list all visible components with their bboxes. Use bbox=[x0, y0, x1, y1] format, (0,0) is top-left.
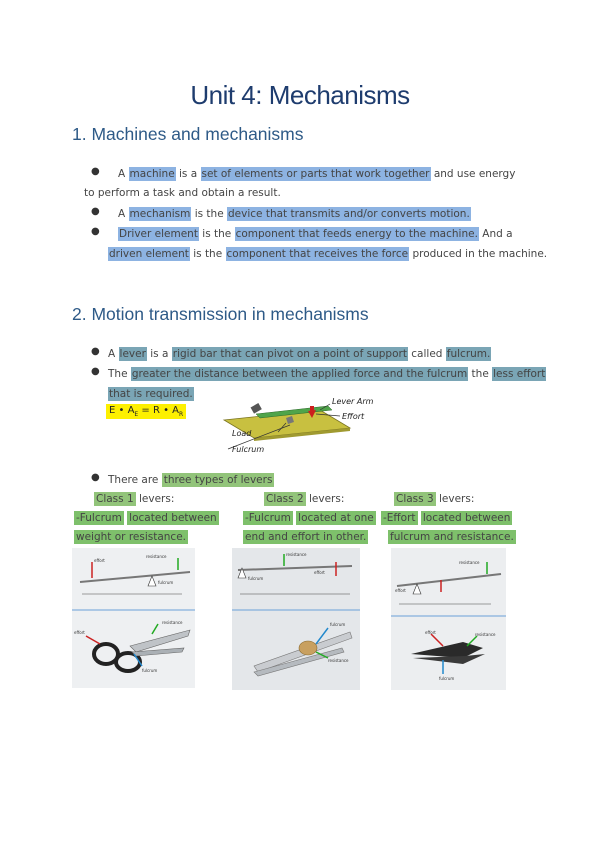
photo-label: effort bbox=[74, 630, 85, 635]
text: A bbox=[108, 348, 119, 360]
mechanism-term: mechanism bbox=[129, 208, 191, 220]
driver-term: Driver element bbox=[119, 228, 198, 240]
text: A bbox=[118, 208, 129, 220]
class-1-photo bbox=[72, 548, 195, 688]
text: levers: bbox=[435, 493, 475, 505]
mechanism-definition bbox=[118, 205, 471, 223]
bullet-dot: ● bbox=[91, 206, 100, 217]
class-3-desc bbox=[381, 509, 512, 527]
text: is a bbox=[175, 168, 201, 180]
photo-label: effort bbox=[395, 588, 406, 593]
photo-label: effort bbox=[314, 570, 325, 575]
lever-types-intro bbox=[108, 471, 274, 489]
lever-definition bbox=[108, 345, 491, 363]
bullet-dot: ● bbox=[91, 346, 100, 357]
lever-diagram bbox=[200, 392, 380, 456]
class-2-photo-drawing bbox=[232, 548, 360, 690]
class-1-desc bbox=[74, 509, 219, 527]
text: E • A bbox=[109, 405, 135, 416]
text: -Fulcrum bbox=[76, 512, 122, 524]
bullet-dot: ● bbox=[91, 472, 100, 483]
text: is a bbox=[146, 348, 172, 360]
effort-label: Effort bbox=[342, 412, 365, 421]
photo-label: fulcrum bbox=[439, 676, 455, 681]
text: is the bbox=[189, 248, 226, 260]
effort-rule-line2 bbox=[108, 385, 194, 403]
text: fulcrum and resistance. bbox=[390, 531, 514, 543]
photo-label: fulcrum bbox=[158, 580, 174, 585]
class-3-desc-line2 bbox=[388, 528, 516, 546]
text: and use energy bbox=[430, 168, 516, 180]
text: Class 3 bbox=[396, 493, 434, 505]
text: located at one bbox=[298, 512, 374, 524]
machine-def-highlight: set of elements or parts that work together bbox=[201, 168, 430, 180]
distance-highlight: greater the distance between the applied force and the fulcrum bbox=[131, 368, 468, 380]
photo-label: resistance bbox=[328, 658, 349, 663]
text: end and effort in other. bbox=[245, 531, 367, 543]
class-2-title bbox=[264, 490, 344, 508]
machine-definition-line2: to perform a task and obtain a result. bbox=[84, 187, 281, 199]
text: levers: bbox=[135, 493, 175, 505]
section-1-heading: 1. Machines and mechanisms bbox=[72, 124, 304, 144]
less-effort-highlight: less effort bbox=[493, 368, 546, 380]
driver-definition bbox=[118, 225, 513, 243]
photo-label: effort bbox=[425, 630, 436, 635]
mechanism-def-highlight: device that transmits and/or converts motion. bbox=[228, 208, 470, 220]
driven-term: driven element bbox=[109, 248, 189, 260]
machine-definition bbox=[118, 165, 515, 183]
text: is the bbox=[198, 228, 235, 240]
photo-label: fulcrum bbox=[248, 576, 264, 581]
fulcrum-term: fulcrum. bbox=[446, 348, 491, 360]
text: weight or resistance. bbox=[76, 531, 186, 543]
photo-label: resistance bbox=[162, 620, 183, 625]
lever-arm-label: Lever Arm bbox=[332, 397, 374, 406]
photo-label: fulcrum bbox=[330, 622, 346, 627]
text: located between bbox=[129, 512, 217, 524]
text: located between bbox=[422, 512, 511, 524]
class-1-desc-line2 bbox=[74, 528, 188, 546]
fulcrum-label: Fulcrum bbox=[232, 445, 265, 454]
class-3-title bbox=[394, 490, 474, 508]
class-2-desc-line2 bbox=[243, 528, 368, 546]
section-2-heading: 2. Motion transmission in mechanisms bbox=[72, 304, 369, 324]
effort-rule bbox=[108, 365, 546, 383]
class-2-photo bbox=[232, 548, 360, 690]
text: The bbox=[108, 368, 131, 380]
text: A bbox=[118, 168, 129, 180]
text: Class 1 bbox=[96, 493, 134, 505]
class-1-photo-drawing bbox=[72, 548, 195, 688]
photo-label: effort bbox=[94, 558, 105, 563]
text: -Effort bbox=[383, 512, 416, 524]
bullet-dot: ● bbox=[91, 226, 100, 237]
class-3-photo bbox=[391, 548, 506, 690]
photo-label: fulcrum bbox=[142, 668, 158, 673]
driven-def-highlight: component that receives the force bbox=[226, 248, 409, 260]
page-title: Unit 4: Mechanisms bbox=[190, 80, 410, 110]
text: the bbox=[468, 368, 493, 380]
text: R bbox=[179, 411, 184, 418]
text: is the bbox=[191, 208, 227, 220]
text: -Fulcrum bbox=[245, 512, 291, 524]
photo-label: resistance bbox=[459, 560, 480, 565]
class-1-title bbox=[94, 490, 174, 508]
photo-label: resistance bbox=[475, 632, 496, 637]
photo-label: resistance bbox=[286, 552, 307, 557]
bullet-dot: ● bbox=[91, 166, 100, 177]
three-types-highlight: three types of levers bbox=[163, 474, 273, 486]
machine-term: machine bbox=[129, 168, 175, 180]
text: produced in the machine. bbox=[409, 248, 548, 260]
text: E bbox=[134, 411, 139, 418]
lever-formula bbox=[106, 404, 186, 419]
text: that is required. bbox=[109, 388, 193, 400]
bullet-dot: ● bbox=[91, 366, 100, 377]
text: And a bbox=[478, 228, 513, 240]
class-2-desc bbox=[243, 509, 376, 527]
text: levers: bbox=[305, 493, 345, 505]
lever-def-highlight: rigid bar that can pivot on a point of support bbox=[172, 348, 407, 360]
photo-label: resistance bbox=[146, 554, 167, 559]
class-3-photo-drawing bbox=[391, 548, 506, 690]
text: There are bbox=[108, 474, 162, 486]
text: Class 2 bbox=[266, 493, 304, 505]
text: = R • A bbox=[138, 405, 179, 416]
driver-def-highlight: component that feeds energy to the machine. bbox=[235, 228, 478, 240]
text: called bbox=[407, 348, 446, 360]
load-label: Load bbox=[232, 429, 252, 438]
lever-term: lever bbox=[119, 348, 146, 360]
driven-definition bbox=[108, 245, 547, 263]
